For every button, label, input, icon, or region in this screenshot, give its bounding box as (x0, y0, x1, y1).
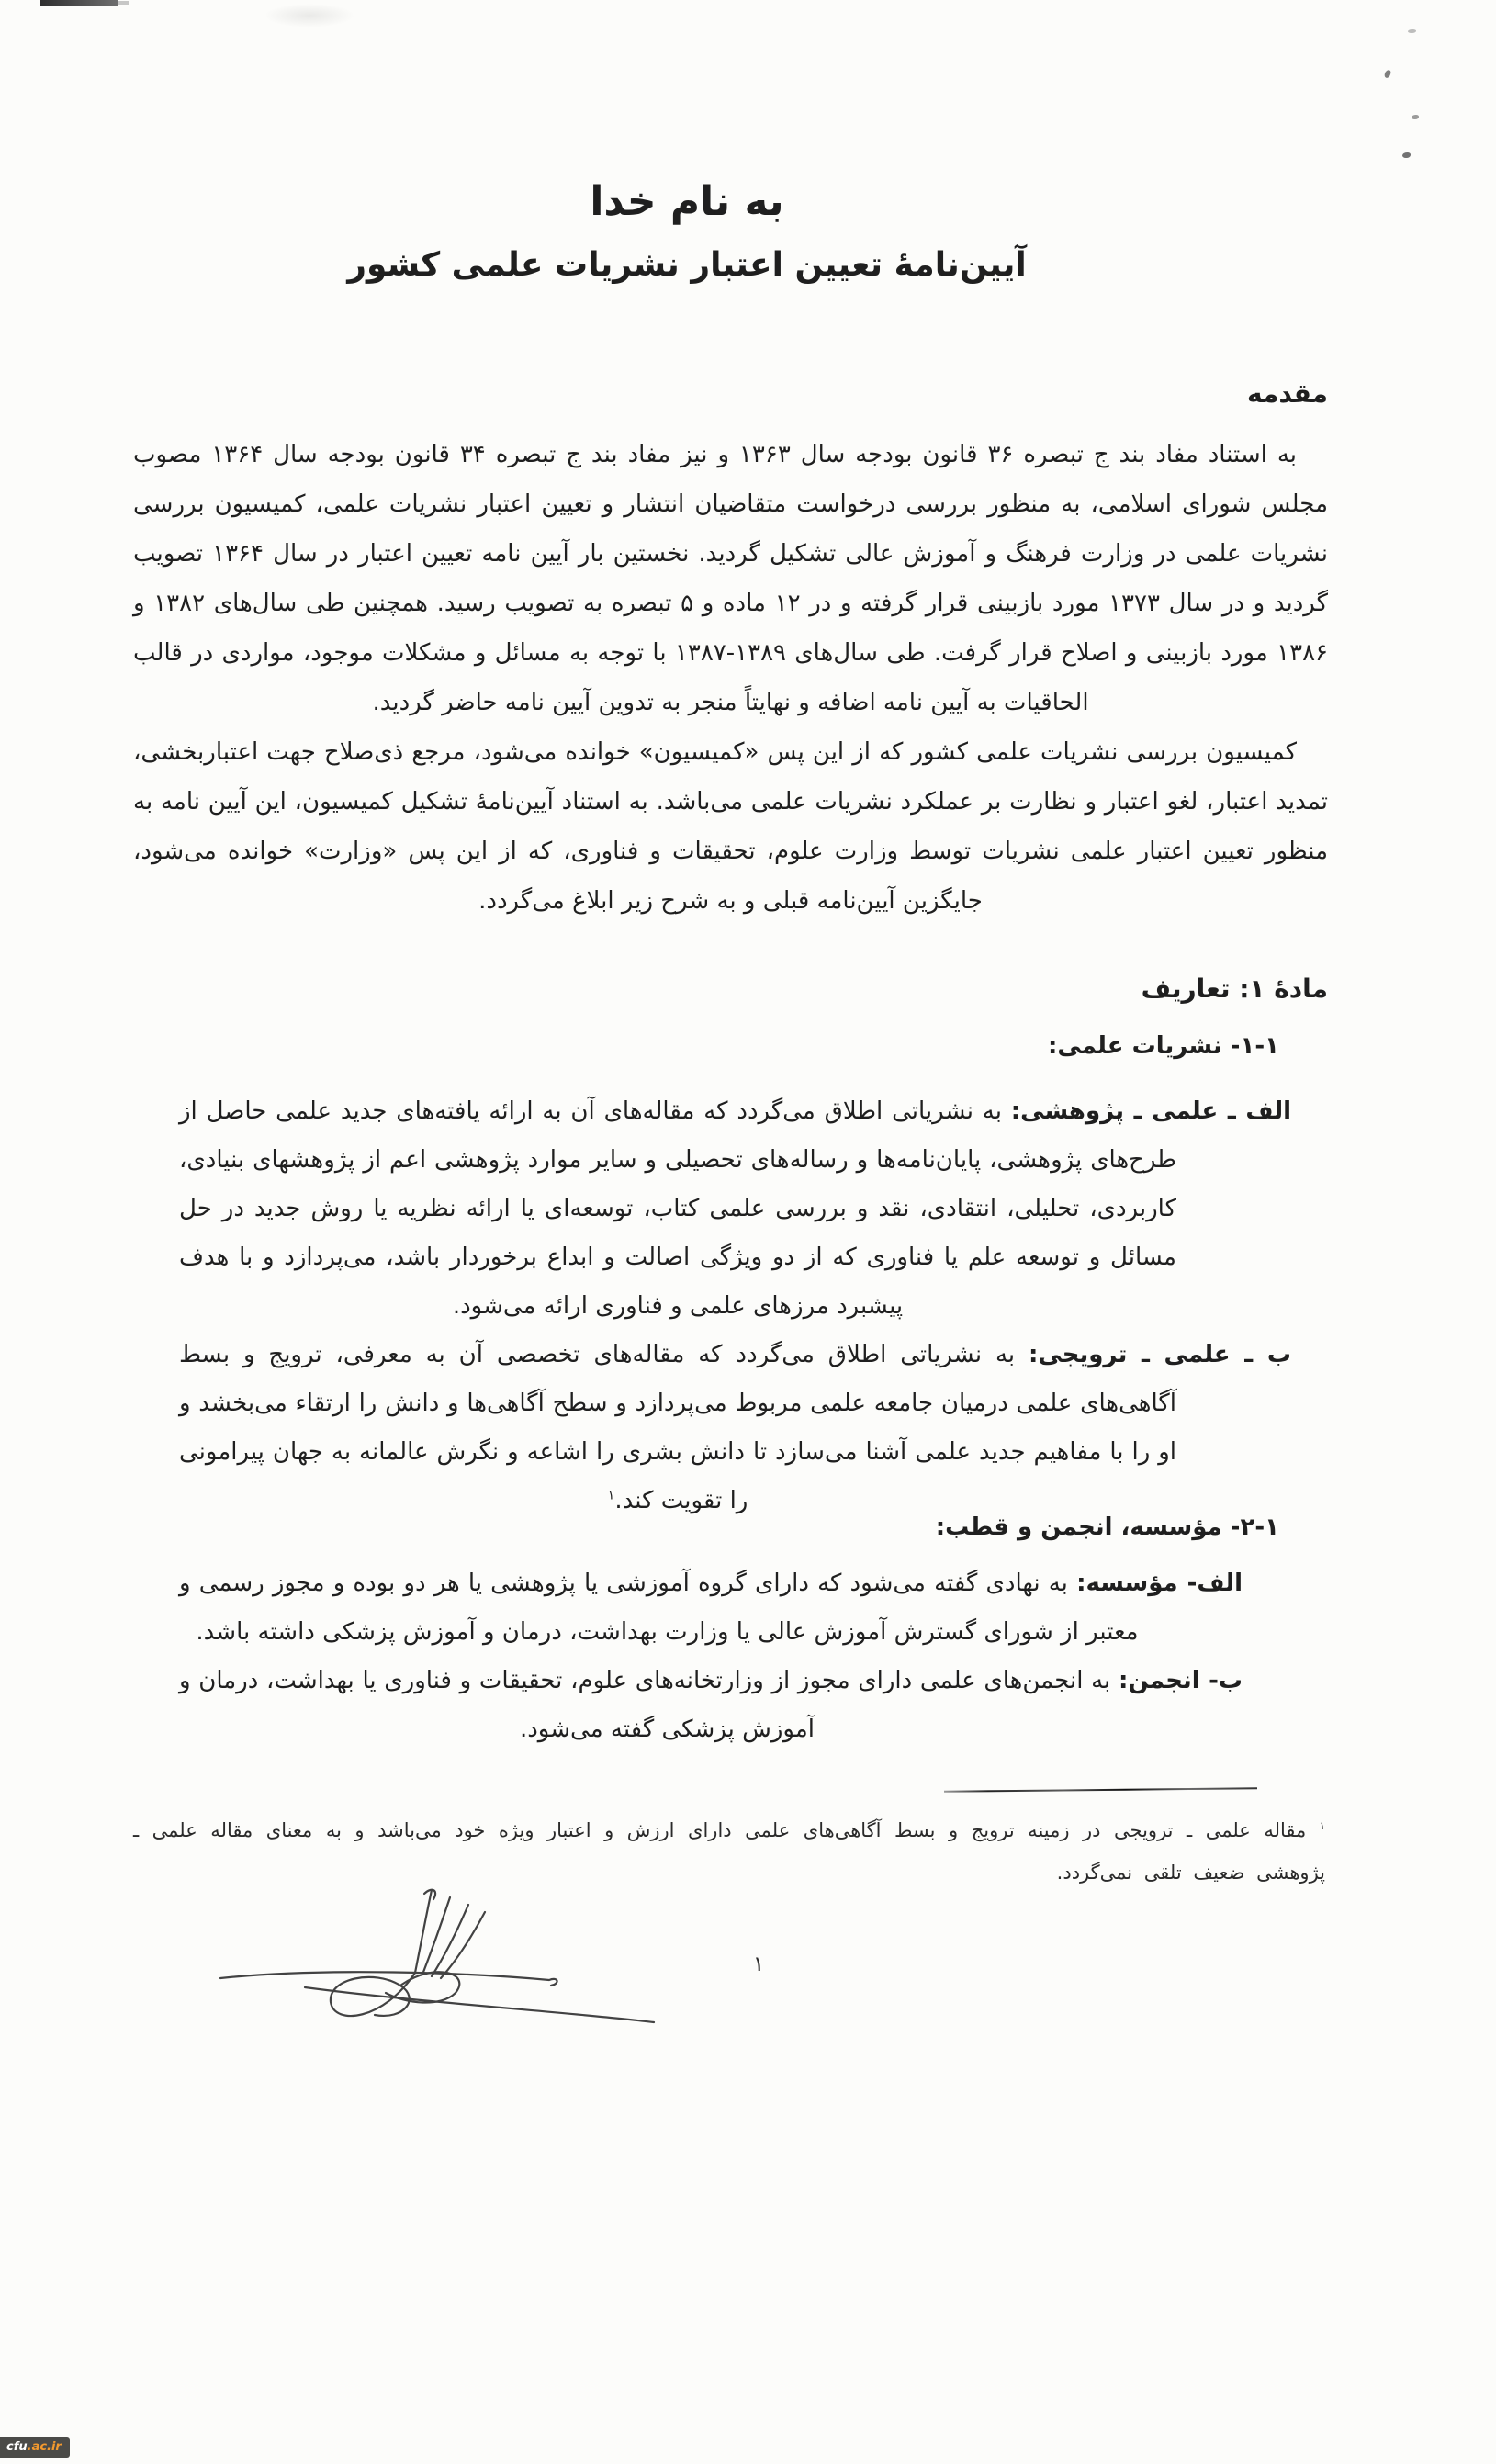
intro-heading: مقدمه (1247, 378, 1328, 409)
signature (195, 1885, 672, 2041)
watermark-prefix: cfu (6, 2440, 28, 2454)
scan-ghost-mark (264, 4, 354, 28)
definition-text: به نهادی گفته می‌شود که دارای گروه آموزشی یا پژوهشی یا هر دو بوده و مجوز رسمی و معتبر از شورای گسترش آموزش عالی یا وزارت بهداشت، درمان و آموزش پزشکی داشته باشد. (179, 1570, 1139, 1646)
page-number: ۱ (752, 1952, 765, 1976)
intro-body (133, 430, 1328, 926)
definition-text: به نشریاتی اطلاق می‌گردد که مقاله‌های آن به ارائه یافته‌های جدید علمی حاصل از طرح‌های پژوهشی، پایان‌نامه‌ها و رساله‌های تحصیلی و سایر موارد پژوهشی اعم از پژوهشهای بنیادی، کاربردی، تحلیلی، انتقادی، نقد و بررسی علمی کتاب، توسعه‌ای یا ارائه نظریه یا روش جدید در حل مسائل و توسعه علم یا فناوری که از دو ویژگی اصالت و ابداع برخوردار باشد، می‌پردازد و با هدف پیشبرد مرزهای علمی و فناوری ارائه می‌شود. (179, 1097, 1176, 1320)
footnote-marker: ۱ (1319, 1819, 1325, 1832)
scan-noise-speck (1412, 115, 1419, 119)
footnote-divider (944, 1787, 1257, 1793)
section-1-2-heading: ۲-۱- مؤسسه، انجمن و قطب: (935, 1513, 1279, 1541)
definition-item-scientific-research (179, 1087, 1328, 1331)
definition-term: الف- مؤسسه: (1076, 1570, 1243, 1597)
scan-noise-speck (1402, 152, 1411, 158)
bismillah-heading: به نام خدا (590, 178, 784, 225)
definition-text: به نشریاتی اطلاق می‌گردد که مقاله‌های تخصصی آن به معرفی، ترویج و بسط آگاهی‌های علمی درمیان جامعه علمی مربوط می‌پردازد و سطح آگاهی‌ها و دانش را ارتقاء می‌بخشد و او را با مفاهیم جدید علمی آشنا می‌سازد تا دانش بشری را اشاعه و نگرش عالمانه به جهان پیرامونی را تقویت کند. (179, 1341, 1176, 1514)
section-1-2-items (179, 1559, 1328, 1754)
intro-paragraph-2: کمیسیون بررسی نشریات علمی کشور که از این پس «کمیسیون» خوانده می‌شود، مرجع ذی‌صلاح جهت اعتباربخشی، تمدید اعتبار، لغو اعتبار و نظارت بر عملکرد نشریات علمی می‌باشد. به استناد آیین‌نامۀ تشکیل کمیسیون، این آیین نامه به منظور تعیین اعتبار علمی نشریات توسط وزارت علوم، تحقیقات و فناوری، که از این پس «وزارت» خوانده می‌شود، جایگزین آیین‌نامه قبلی و به شرح زیر ابلاغ می‌گردد. (133, 738, 1328, 915)
section-1-1-items (179, 1087, 1328, 1525)
definition-item-scientific-promotional (179, 1331, 1328, 1525)
scan-noise-speck (1408, 29, 1416, 33)
site-watermark (0, 2437, 70, 2458)
footnote-text: مقاله علمی ـ ترویجی در زمینه ترویج و بسط آگاهی‌های علمی دارای ارزش و اعتبار ویژه خود می‌باشد و به معنای مقاله علمی ـ پژوهشی ضعیف تلقی نمی‌گردد. (133, 1819, 1325, 1884)
intro-paragraph-1: به استناد مفاد بند ج تبصره ۳۶ قانون بودجه سال ۱۳۶۳ و نیز مفاد بند ج تبصره ۳۴ قانون بودجه سال ۱۳۶۴ مصوب مجلس شورای اسلامی، به منظور بررسی درخواست متقاضیان انتشار و تعیین اعتبار نشریات علمی، کمیسیون بررسی نشریات علمی در وزارت فرهنگ و آموزش عالی تشکیل گردید. نخستین بار آیین نامه تعیین اعتبار در سال ۱۳۶۴ تصویب گردید و در سال ۱۳۷۳ مورد بازبینی قرار گرفته و در ۱۲ ماده و ۵ تبصره به تصویب رسید. همچنین طی سال‌های ۱۳۸۲ و ۱۳۸۶ مورد بازبینی و اصلاح قرار گرفت. طی سال‌های ۱۳۸۹-۱۳۸۷ با توجه به مسائل و مشکلات موجود، مواردی در قالب الحاقیات به آیین نامه اضافه و نهایتاً منجر به تدوین آیین نامه حاضر گردید. (133, 441, 1329, 716)
definition-item-association (179, 1657, 1328, 1754)
definition-term: الف ـ علمی ـ پژوهشی: (1010, 1097, 1292, 1125)
footnote (133, 1809, 1325, 1894)
document-title: آیین‌نامۀ تعیین اعتبار نشریات علمی کشور (347, 246, 1027, 284)
definition-text: به انجمن‌های علمی دارای مجوز از وزارتخانه‌های علوم، تحقیقات و فناوری یا بهداشت، درمان و آموزش پزشکی گفته می‌شود. (179, 1667, 1111, 1743)
scan-artifact-bar (40, 0, 118, 6)
article-1-heading: مادۀ ۱: تعاریف (1141, 973, 1328, 1004)
section-1-1-heading: ۱-۱- نشریات علمی: (1048, 1032, 1279, 1060)
definition-item-institution (179, 1559, 1328, 1657)
definition-term: ب- انجمن: (1118, 1667, 1243, 1694)
watermark-suffix: .ac.ir (27, 2440, 62, 2454)
footnote-reference: ۱ (607, 1488, 615, 1503)
definition-term: ب ـ علمی ـ ترویجی: (1029, 1341, 1291, 1368)
scan-noise-speck (1384, 69, 1391, 78)
scan-artifact-bar-tail (118, 1, 129, 5)
